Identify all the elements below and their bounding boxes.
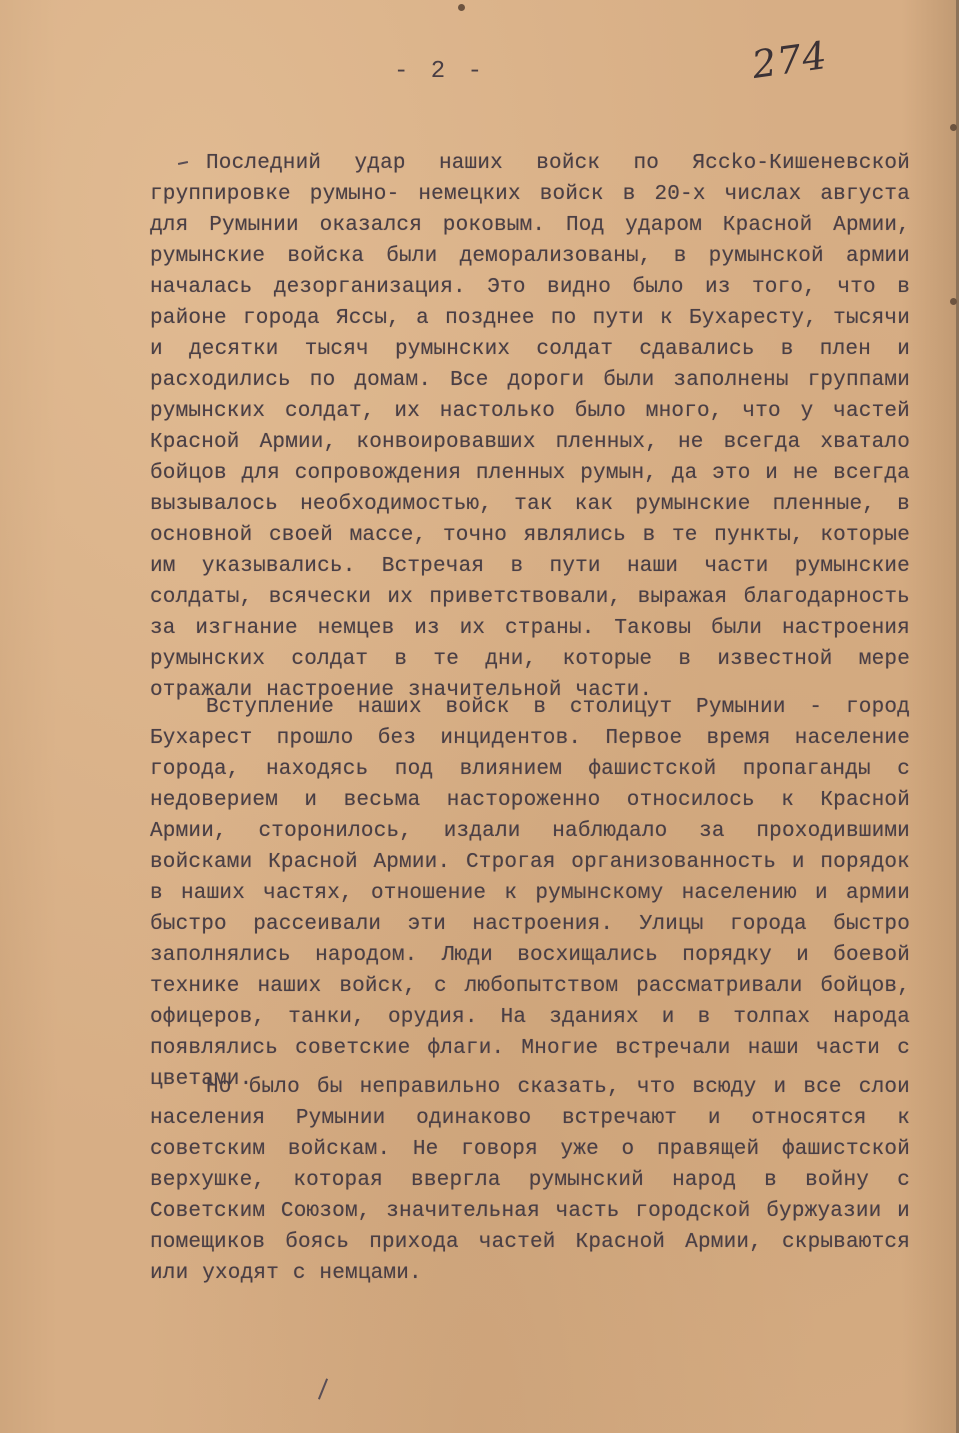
punch-hole — [458, 4, 465, 11]
archive-folio-number: 274 — [749, 32, 831, 88]
punch-hole — [950, 298, 957, 305]
page-number: - 2 - — [393, 58, 486, 85]
pencil-mark — [318, 1378, 328, 1399]
paragraph: Вступление наших войск в столицут Румынии - город Бухарест прошло без инцидентов. Первое время население города, находясь под влиянием фашистской пропаганды с недоверием и весьма настороженно относилось к Красной Армии, сторонилось, издали наблюдало за проходившими войсками Красной Армии. Строгая организованность и порядок в наших частях, отношение к румынскому населению и армии быстро рассеивали эти настроения. Улицы города быстро заполнялись народом. Люди восхищались порядку и боевой технике наших войск, с любопытством рассматривали бойцов, офицеров, танки, орудия. На зданиях и в толпах народа появлялись советские флаги. Многие встречали наши части с цветами. — [150, 696, 910, 1091]
paragraph: Но было бы неправильно сказать, что всюду и все слои населения Румынии одинаково встречают и относятся к советским войскам. Не говоря уже о правящей фашистской верхушке, которая ввергла румынский народ в войну с Советским Союзом, значительная часть городской буржуазии и помещиков боясь прихода частей Красной Армии, скрываются или уходят с немцами. — [150, 1076, 910, 1285]
paragraph: Последний удар наших войск по Яссko-Кишеневской группировке румыно- немецких войск в 20-х числах августа для Румынии оказался роковым. Под ударом Красной Армии, румынские войска были деморализованы, в румынской армии началась дезорганизация. Это видно было из того, что в районе города Яссы, а позднее по пути к Бухаресту, тысячи и десятки тысяч румынских солдат сдавались в плен и расходились по домам. Все дороги были заполнены группами румынских солдат, их настолько было много, что у частей Красной Армии, конвоировавших пленных, не всегда хватало бойцов для сопровождения пленных румын, да это и не всегда вызывалось необходимостью, так как румынские пленные, в основной своей массе, точно являлись в те пункты, которые им указывались. Встречая в пути наши части румынские солдаты, всячески их приветствовали, выражая благодарность за изгнание немцев из их страны. Таковы были настроения румынских солдат в те дни, которые в известной мере отражали настроение значительной части. — [150, 152, 910, 702]
punch-hole — [950, 124, 957, 131]
